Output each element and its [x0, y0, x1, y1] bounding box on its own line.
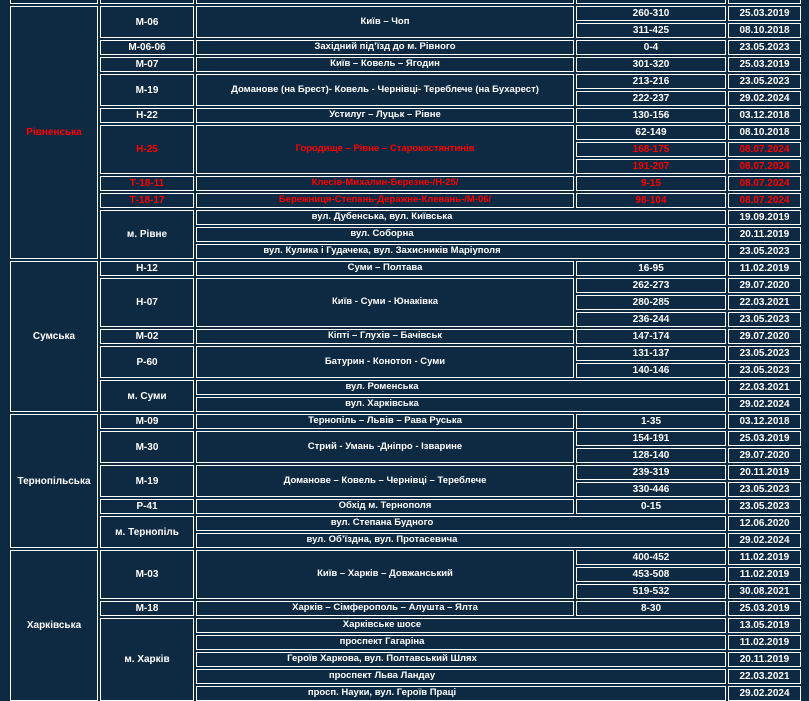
repair-date-cell: 29.02.2024: [728, 397, 801, 412]
km-range-cell: 128-140: [576, 448, 726, 463]
km-range-cell: 62-149: [576, 125, 726, 140]
repair-date-cell: 30.08.2021: [728, 584, 801, 599]
km-range-cell: 311-425: [576, 23, 726, 38]
road-code-cell: М-06-06: [100, 40, 194, 55]
repair-date-cell: 23.05.2023: [728, 244, 801, 259]
road-code-cell: М-30: [100, 431, 194, 463]
repair-date-cell: 03.12.2018: [728, 108, 801, 123]
repair-date-cell: 23.05.2023: [728, 499, 801, 514]
repair-date-cell: 13.05.2019: [728, 618, 801, 633]
repair-date-cell: 23.05.2023: [728, 346, 801, 361]
repair-date-cell: 29.02.2024: [728, 533, 801, 548]
km-range-cell: 0-4: [576, 40, 726, 55]
repair-date-cell: 08.07.2024: [728, 193, 801, 208]
sliver-cell: [100, 0, 194, 4]
km-range-cell: 168-175: [576, 142, 726, 157]
km-range-cell: 280-285: [576, 295, 726, 310]
road-code-cell: М-19: [100, 465, 194, 497]
road-name-cell: Харків – Сімферополь – Алушта – Ялта: [196, 601, 574, 616]
road-segment-row: [10, 278, 801, 293]
road-segment-row: [10, 465, 801, 480]
road-segment-row: [10, 329, 801, 344]
road-segment-row: [10, 261, 801, 276]
road-segment-row: [10, 499, 801, 514]
street-name-cell: проспект Гагаріна: [196, 635, 726, 650]
repair-date-cell: 11.02.2019: [728, 261, 801, 276]
road-code-cell: Н-07: [100, 278, 194, 327]
city-street-row: [10, 210, 801, 225]
road-name-cell: Київ - Суми - Юнаківка: [196, 278, 574, 327]
road-code-cell: М-06: [100, 6, 194, 38]
repair-date-cell: 08.07.2024: [728, 142, 801, 157]
region-name-cell: Сумська: [10, 261, 98, 412]
km-range-cell: 98-104: [576, 193, 726, 208]
city-name-cell: м. Тернопіль: [100, 516, 194, 548]
repair-date-cell: 20.11.2019: [728, 227, 801, 242]
repair-date-cell: 03.12.2018: [728, 414, 801, 429]
road-name-cell: Суми – Полтава: [196, 261, 574, 276]
road-code-cell: Н-25: [100, 125, 194, 174]
repair-date-cell: 25.03.2019: [728, 601, 801, 616]
km-range-cell: 260-310: [576, 6, 726, 21]
road-code-cell: Н-22: [100, 108, 194, 123]
repair-date-cell: 23.05.2023: [728, 40, 801, 55]
road-segment-row: [10, 414, 801, 429]
km-range-cell: 8-30: [576, 601, 726, 616]
km-range-cell: 191-207: [576, 159, 726, 174]
sliver-cell: [196, 0, 574, 4]
street-name-cell: вул. Степана Будного: [196, 516, 726, 531]
km-range-cell: 154-191: [576, 431, 726, 446]
repair-date-cell: 12.06.2020: [728, 516, 801, 531]
repair-date-cell: 25.03.2019: [728, 431, 801, 446]
road-code-cell: Р-41: [100, 499, 194, 514]
repair-date-cell: 08.07.2024: [728, 159, 801, 174]
repair-date-cell: 08.10.2018: [728, 23, 801, 38]
road-name-cell: Київ – Чоп: [196, 6, 574, 38]
region-name-cell: Тернопільська: [10, 414, 98, 548]
road-code-cell: М-19: [100, 74, 194, 106]
repair-date-cell: 23.05.2023: [728, 312, 801, 327]
road-name-cell: Кіпті – Глухів – Бачівськ: [196, 329, 574, 344]
city-street-row: [10, 380, 801, 395]
repair-date-cell: 25.03.2019: [728, 57, 801, 72]
road-segment-row: [10, 550, 801, 565]
repair-date-cell: 19.09.2019: [728, 210, 801, 225]
road-name-cell: Клесів-Михалин-Березне-/Н-25/: [196, 176, 574, 191]
road-code-cell: Т-18-11: [100, 176, 194, 191]
repair-date-cell: 11.02.2019: [728, 567, 801, 582]
road-code-cell: М-07: [100, 57, 194, 72]
sliver-cell: [728, 0, 801, 4]
road-code-cell: М-09: [100, 414, 194, 429]
repair-date-cell: 22.03.2021: [728, 669, 801, 684]
km-range-cell: 262-273: [576, 278, 726, 293]
km-range-cell: 213-216: [576, 74, 726, 89]
road-name-cell: Західний під’їзд до м. Рівного: [196, 40, 574, 55]
km-range-cell: 301-320: [576, 57, 726, 72]
street-name-cell: просп. Науки, вул. Героїв Праці: [196, 686, 726, 701]
roads-table-body: [10, 0, 801, 701]
km-range-cell: 1-35: [576, 414, 726, 429]
street-name-cell: вул. Дубенська, вул. Київська: [196, 210, 726, 225]
city-street-row: [10, 618, 801, 633]
city-name-cell: м. Харків: [100, 618, 194, 701]
repair-date-cell: 29.07.2020: [728, 329, 801, 344]
road-code-cell: Р-60: [100, 346, 194, 378]
road-code-cell: Н-12: [100, 261, 194, 276]
km-range-cell: 16-95: [576, 261, 726, 276]
repair-date-cell: 25.03.2019: [728, 6, 801, 21]
road-name-cell: Стрий - Умань -Дніпро - Ізварине: [196, 431, 574, 463]
road-code-cell: М-02: [100, 329, 194, 344]
repair-date-cell: 23.05.2023: [728, 482, 801, 497]
street-name-cell: проспект Льва Ландау: [196, 669, 726, 684]
repair-date-cell: 20.11.2019: [728, 465, 801, 480]
sliver-cell: [10, 0, 98, 4]
repair-date-cell: 11.02.2019: [728, 550, 801, 565]
km-range-cell: 9-15: [576, 176, 726, 191]
road-segment-row: [10, 74, 801, 89]
road-segment-row: [10, 431, 801, 446]
km-range-cell: 222-237: [576, 91, 726, 106]
road-segment-row: [10, 40, 801, 55]
repair-date-cell: 20.11.2019: [728, 652, 801, 667]
km-range-cell: 239-319: [576, 465, 726, 480]
street-name-cell: вул. Роменська: [196, 380, 726, 395]
repair-date-cell: 22.03.2021: [728, 380, 801, 395]
road-segment-row: [10, 346, 801, 361]
repair-date-cell: 29.02.2024: [728, 91, 801, 106]
city-street-row: [10, 516, 801, 531]
clipped-top-row: [10, 0, 801, 4]
km-range-cell: 140-146: [576, 363, 726, 378]
road-segment-row: [10, 193, 801, 208]
repair-date-cell: 08.10.2018: [728, 125, 801, 140]
city-name-cell: м. Суми: [100, 380, 194, 412]
road-name-cell: Доманове – Ковель – Чернівці – Тереблече: [196, 465, 574, 497]
road-segment-row: [10, 6, 801, 21]
repair-date-cell: 23.05.2023: [728, 74, 801, 89]
road-name-cell: Обхід м. Тернополя: [196, 499, 574, 514]
road-name-cell: Бережниця-Степань-Деражне-Клевань-/М-06/: [196, 193, 574, 208]
km-range-cell: 400-452: [576, 550, 726, 565]
road-name-cell: Київ – Ковель – Ягодин: [196, 57, 574, 72]
road-name-cell: Київ – Харків – Довжанський: [196, 550, 574, 599]
km-range-cell: 519-532: [576, 584, 726, 599]
road-code-cell: М-03: [100, 550, 194, 599]
region-name-cell: Харківська: [10, 550, 98, 701]
region-name-cell: Рівненська: [10, 6, 98, 259]
street-name-cell: Харківське шосе: [196, 618, 726, 633]
street-name-cell: Героїв Харкова, вул. Полтавський Шлях: [196, 652, 726, 667]
repair-date-cell: 08.07.2024: [728, 176, 801, 191]
repair-date-cell: 29.02.2024: [728, 686, 801, 701]
road-name-cell: Городище – Рівне – Старокостянтинів: [196, 125, 574, 174]
road-segment-row: [10, 57, 801, 72]
road-name-cell: Тернопіль – Львів – Рава Руська: [196, 414, 574, 429]
street-name-cell: вул. Харківська: [196, 397, 726, 412]
road-segment-row: [10, 125, 801, 140]
repair-date-cell: 29.07.2020: [728, 448, 801, 463]
road-segment-row: [10, 176, 801, 191]
road-name-cell: Доманове (на Брест)- Ковель - Чернівці- Тереблече (на Бухарест): [196, 74, 574, 106]
street-name-cell: вул. Об’їздна, вул. Протасевича: [196, 533, 726, 548]
road-code-cell: М-18: [100, 601, 194, 616]
km-range-cell: 0-15: [576, 499, 726, 514]
road-segment-row: [10, 108, 801, 123]
road-name-cell: Батурин - Конотоп - Суми: [196, 346, 574, 378]
city-name-cell: м. Рівне: [100, 210, 194, 259]
km-range-cell: 330-446: [576, 482, 726, 497]
km-range-cell: 453-508: [576, 567, 726, 582]
sliver-cell: [576, 0, 726, 4]
street-name-cell: вул. Соборна: [196, 227, 726, 242]
repair-date-cell: 29.07.2020: [728, 278, 801, 293]
km-range-cell: 130-156: [576, 108, 726, 123]
road-code-cell: Т-18-17: [100, 193, 194, 208]
street-name-cell: вул. Кулика і Гудачека, вул. Захисників Маріуполя: [196, 244, 726, 259]
road-segment-row: [10, 601, 801, 616]
repair-date-cell: 22.03.2021: [728, 295, 801, 310]
km-range-cell: 147-174: [576, 329, 726, 344]
repair-date-cell: 11.02.2019: [728, 635, 801, 650]
km-range-cell: 131-137: [576, 346, 726, 361]
roads-table: [8, 0, 803, 701]
repair-date-cell: 23.05.2023: [728, 363, 801, 378]
km-range-cell: 236-244: [576, 312, 726, 327]
road-name-cell: Устилуг – Луцьк – Рівне: [196, 108, 574, 123]
